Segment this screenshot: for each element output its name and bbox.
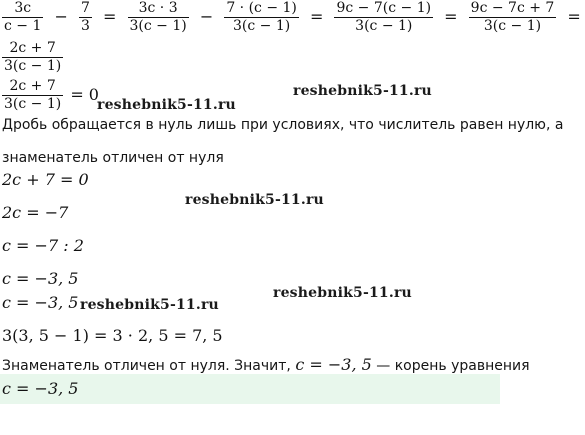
fraction-denominator: 3(c − 1) <box>483 18 542 34</box>
fraction-denominator: 3(c − 1) <box>4 58 62 74</box>
fraction-step-1 <box>128 0 189 35</box>
fraction-numerator: 7 · (c − 1) <box>226 0 297 16</box>
explanation-line-2: знаменатель отличен от нуля <box>2 150 224 166</box>
watermark-5: reshebnik5-11.ru <box>273 285 412 301</box>
fraction-3c-over-c-minus-1 <box>2 0 43 35</box>
fraction-step-4 <box>469 0 557 35</box>
fraction-step-3 <box>334 0 433 35</box>
fraction-denominator: 3(c − 1) <box>129 18 187 34</box>
minus-sign: − <box>199 7 214 26</box>
equals-sign: = <box>103 7 117 26</box>
explanation-line-1: Дробь обращается в нуль лишь при условиях, что числитель равен нулю, а <box>2 117 564 133</box>
conclusion-text-after: — корень уравнения <box>376 358 530 374</box>
minus-sign: − <box>54 7 68 26</box>
conclusion-math: c = −3, 5 <box>295 355 372 374</box>
fraction-denominator: 3 <box>80 18 90 34</box>
fraction-numerator: 3c · 3 <box>128 0 189 18</box>
equals-sign: = <box>567 7 581 26</box>
watermark-1: reshebnik5-11.ru <box>97 97 236 113</box>
equation-step-2: 2c = −7 <box>2 203 69 222</box>
watermark-4: reshebnik5-11.ru <box>80 297 219 313</box>
equals-sign: = <box>309 7 324 26</box>
conclusion-text-before: Знаменатель отличен от нуля. Значит, <box>2 358 291 374</box>
watermark-2: reshebnik5-11.ru <box>293 83 432 99</box>
fraction-denominator: 3(c − 1) <box>232 18 291 34</box>
equation-step-3: c = −7 : 2 <box>2 236 84 255</box>
fraction-denominator: 3(c − 1) <box>4 96 62 112</box>
conclusion-line <box>2 355 530 374</box>
fraction-result <box>2 40 63 75</box>
fraction-numerator: 3c <box>2 0 43 18</box>
denominator-check: 3(3, 5 − 1) = 3 · 2, 5 = 7, 5 <box>2 326 223 345</box>
fraction-numerator: 2c + 7 <box>2 40 63 58</box>
fraction-step-2 <box>224 0 299 35</box>
fraction-equals-zero <box>0 78 99 113</box>
equals-sign: = <box>444 7 458 26</box>
fraction-continuation <box>0 40 65 75</box>
fraction-numerator: 9c − 7c + 7 <box>470 0 555 16</box>
fraction-7-over-3 <box>79 0 92 35</box>
fraction-denominator: 3(c − 1) <box>355 18 413 34</box>
fraction-2c-plus-7 <box>2 78 63 113</box>
equation-step-5: c = −3, 5 <box>2 293 79 312</box>
fraction-equation-line <box>0 0 585 35</box>
watermark-3: reshebnik5-11.ru <box>185 192 324 208</box>
equation-step-4: c = −3, 5 <box>2 269 79 288</box>
equation-step-1: 2c + 7 = 0 <box>2 170 89 189</box>
fraction-numerator: 9c − 7(c − 1) <box>336 0 432 16</box>
equals-zero: = 0 <box>70 85 99 104</box>
fraction-numerator: 7 <box>80 0 90 16</box>
answer-value: c = −3, 5 <box>2 379 79 398</box>
fraction-numerator: 2c + 7 <box>2 78 63 96</box>
fraction-denominator: c − 1 <box>4 18 42 34</box>
